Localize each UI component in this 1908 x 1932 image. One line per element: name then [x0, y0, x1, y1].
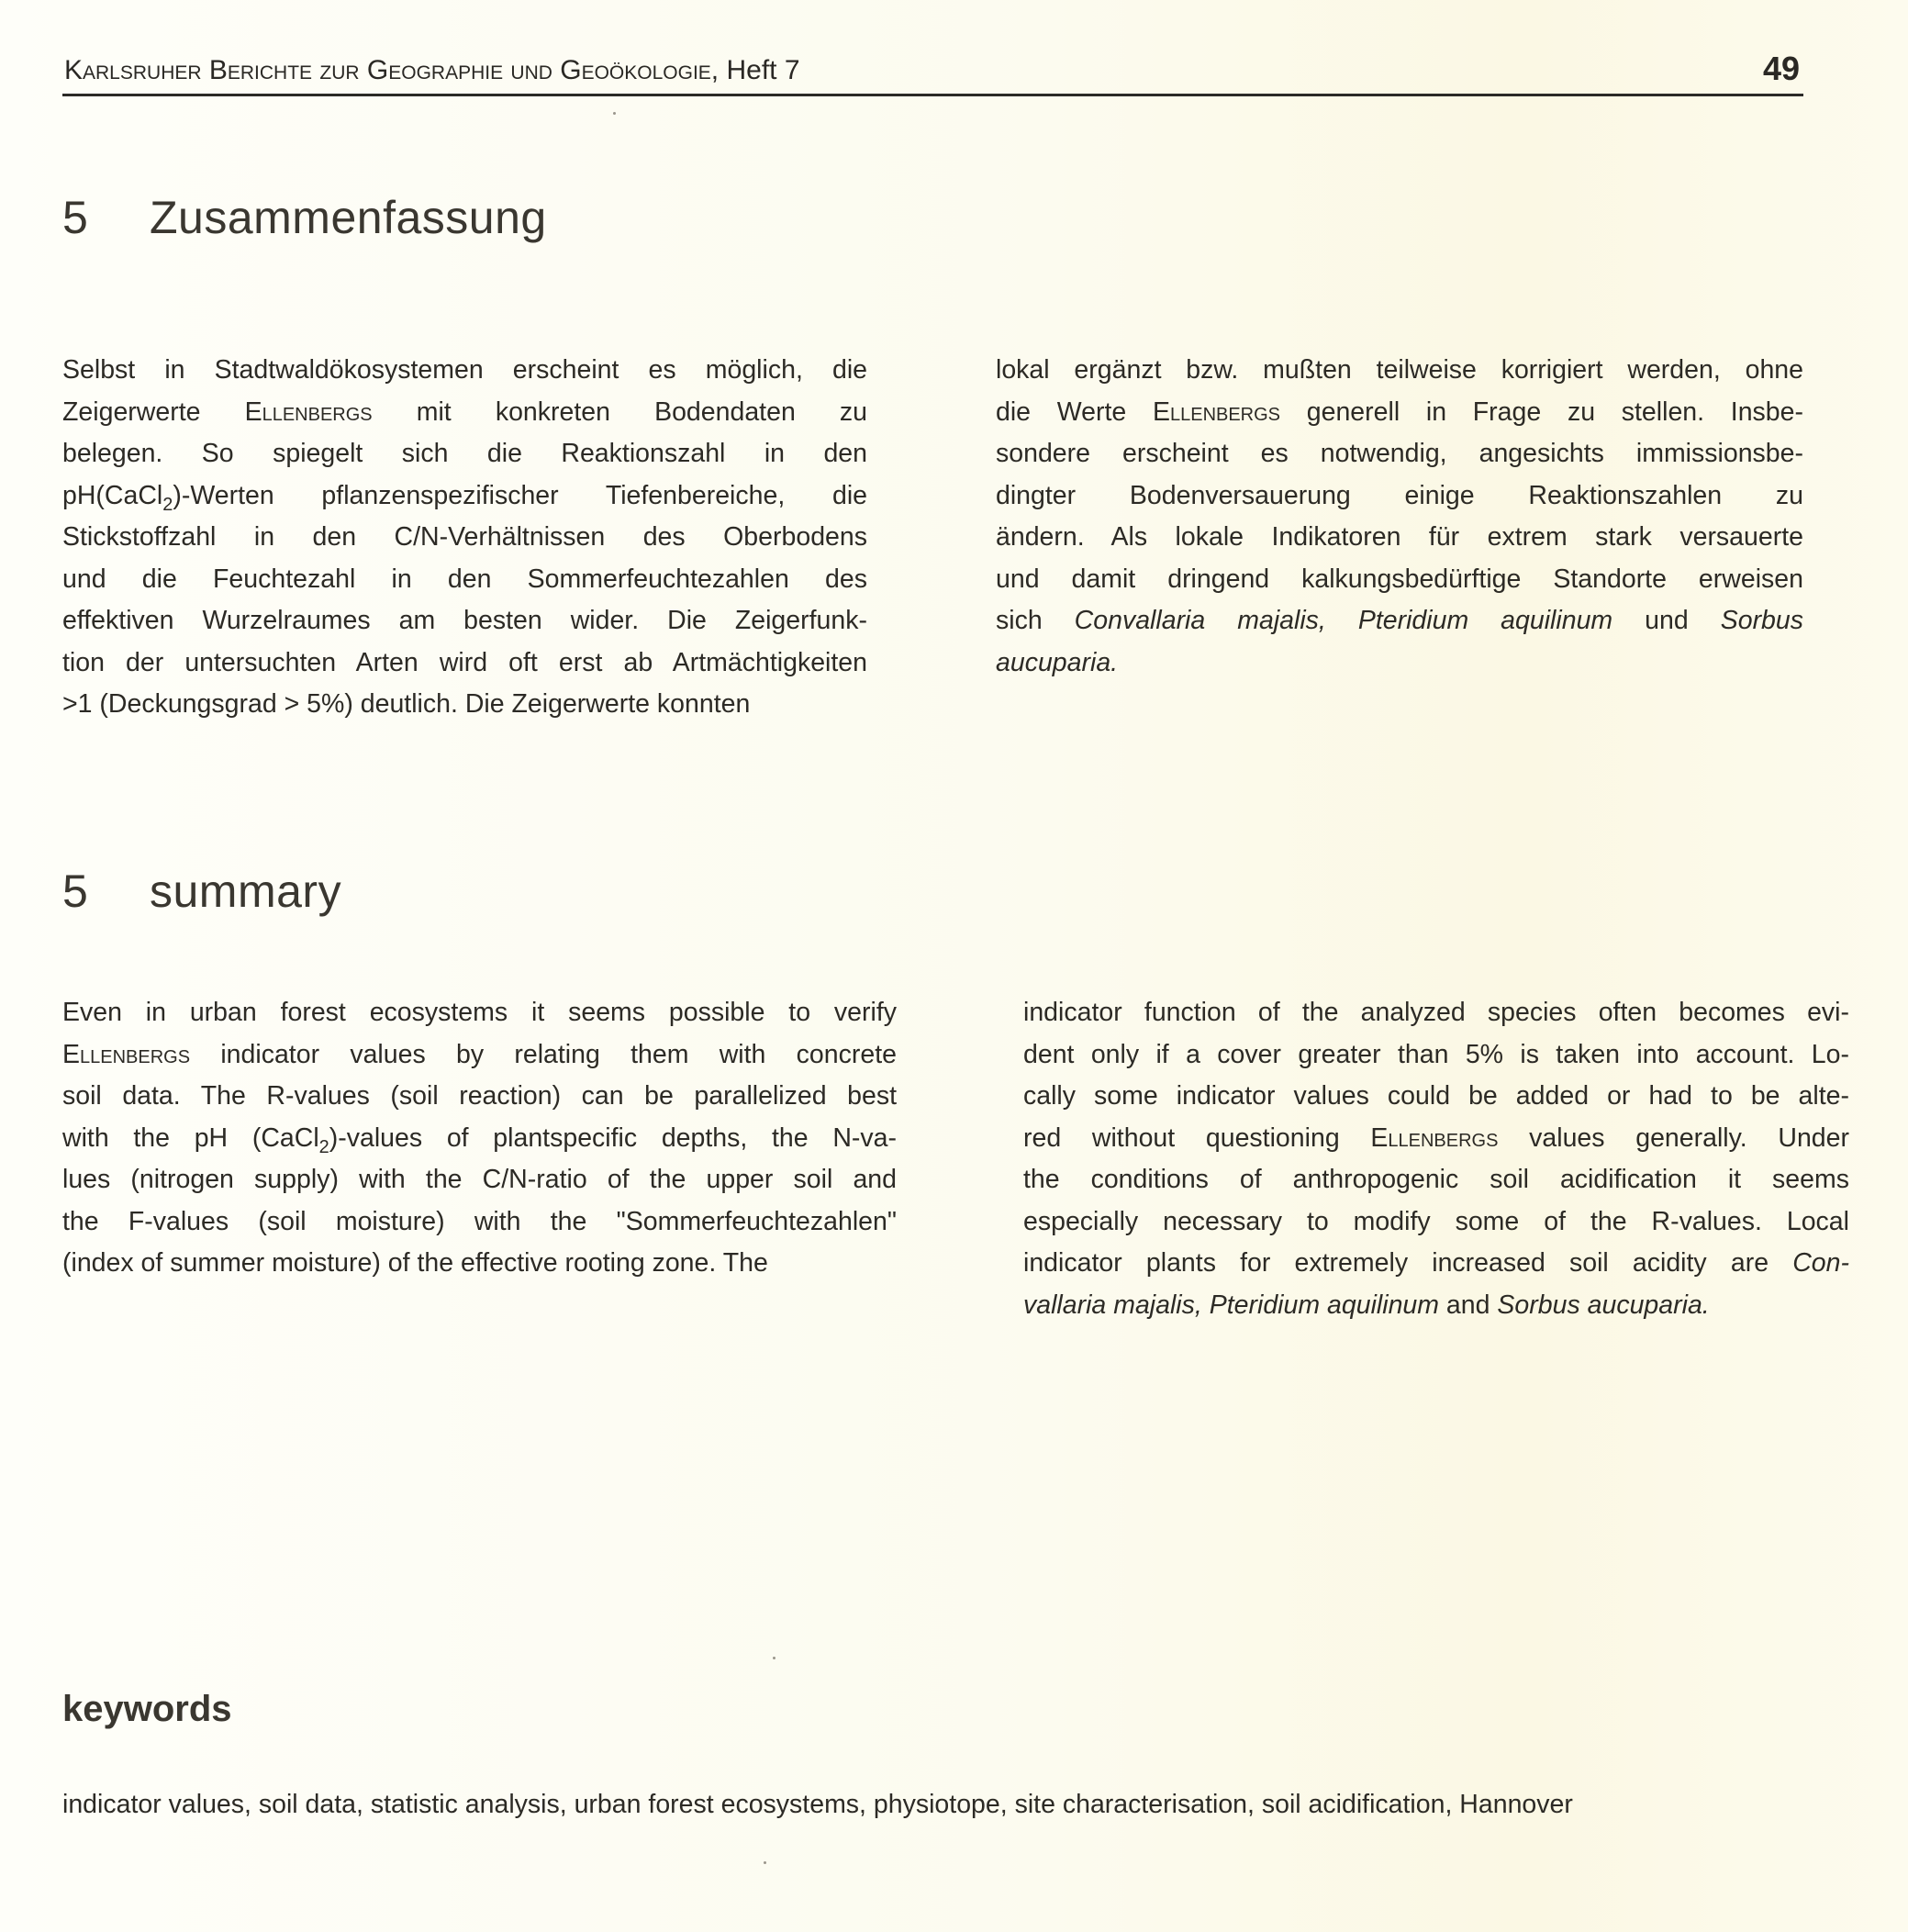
text-line: und damit dringend kalkungsbedürftige Standorte erweisen: [996, 564, 1803, 594]
german-column-right: [996, 350, 1803, 684]
section-number: 5: [62, 865, 89, 917]
text-line: with the pH (CaCl$_2$)-values of plantspecific depths, the N-va-: [62, 1122, 897, 1157]
section-number: 5: [62, 192, 89, 243]
text-line: dent only if a cover greater than 5% is taken into account. Lo-: [1023, 1039, 1849, 1069]
page-number: 49: [1762, 50, 1800, 87]
text-line: Even in urban forest ecosystems it seems possible to verify: [62, 998, 897, 1027]
text-line: especially necessary to modify some of the R-values. Local: [1023, 1206, 1849, 1236]
english-column-right: [1023, 992, 1849, 1326]
text-line: effektiven Wurzelraumes am besten wider. Die Zeigerfunk-: [62, 606, 867, 635]
text-line: red without questioning Ellenbergs values generally. Under: [1023, 1122, 1849, 1153]
english-column-left: [62, 992, 897, 1285]
journal-title: Karlsruher Berichte zur Geographie und Geoökologie, Heft 7: [64, 55, 800, 85]
text-line: cally some indicator values could be added or had to be alte-: [1023, 1081, 1849, 1111]
text-line: dingter Bodenversauerung einige Reaktionszahlen zu: [996, 480, 1803, 510]
text-line: indicator plants for extremely increased soil acidity are Con-: [1023, 1248, 1849, 1278]
section-heading-english: [62, 865, 341, 918]
keywords-heading: keywords: [62, 1689, 232, 1729]
text-line: >1 (Deckungsgrad > 5%) deutlich. Die Zeigerwerte konnten: [62, 689, 751, 719]
running-header: [62, 48, 1803, 96]
text-line: belegen. So spiegelt sich die Reaktionszahl in den: [62, 439, 867, 468]
text-line: (index of summer moisture) of the effective rooting zone. The: [62, 1248, 768, 1278]
text-line: the F-values (soil moisture) with the "Sommerfeuchtezahlen": [62, 1206, 897, 1236]
text-line: lokal ergänzt bzw. mußten teilweise korrigiert werden, ohne: [996, 355, 1803, 385]
scan-speck: [764, 1861, 766, 1864]
text-line: Stickstoffzahl in den C/N-Verhältnissen des Oberbodens: [62, 522, 867, 552]
text-line: Zeigerwerte Ellenbergs mit konkreten Bodendaten zu: [62, 396, 867, 427]
text-line: soil data. The R-values (soil reaction) can be parallelized best: [62, 1081, 897, 1111]
text-line: the conditions of anthropogenic soil acidification it seems: [1023, 1165, 1849, 1194]
text-line: und die Feuchtezahl in den Sommerfeuchtezahlen des: [62, 564, 867, 594]
keywords-list: indicator values, soil data, statistic analysis, urban forest ecosystems, physiotope, site characterisation, soil acidification, Hannover: [62, 1790, 1573, 1819]
text-line: tion der untersuchten Arten wird oft erst ab Artmächtigkeiten: [62, 647, 867, 677]
scan-speck: [613, 112, 616, 115]
text-line: ändern. Als lokale Indikatoren für extrem stark versauerte: [996, 522, 1803, 552]
text-line: pH(CaCl$_2$)-Werten pflanzenspezifischer Tiefenbereiche, die: [62, 480, 867, 515]
text-line: sondere erscheint es notwendig, angesichts immissionsbe-: [996, 439, 1803, 468]
scan-speck: [773, 1657, 775, 1659]
text-line: sich Convallaria majalis, Pteridium aquilinum und Sorbus: [996, 606, 1804, 635]
text-line: Ellenbergs indicator values by relating them with concrete: [62, 1039, 897, 1069]
section-title: summary: [150, 865, 342, 917]
text-line: lues (nitrogen supply) with the C/N-ratio of the upper soil and: [62, 1165, 897, 1194]
section-heading-german: [62, 191, 547, 244]
text-line: indicator function of the analyzed species often becomes evi-: [1023, 998, 1849, 1027]
section-title: Zusammenfassung: [150, 192, 547, 243]
text-line: Selbst in Stadtwaldökosystemen erscheint es möglich, die: [62, 355, 867, 385]
text-line: aucuparia.: [996, 647, 1119, 677]
german-column-left: [62, 350, 867, 726]
text-line: die Werte Ellenbergs generell in Frage zu stellen. Insbe-: [996, 396, 1803, 427]
text-line: vallaria majalis, Pteridium aquilinum and Sorbus aucuparia.: [1023, 1290, 1710, 1320]
